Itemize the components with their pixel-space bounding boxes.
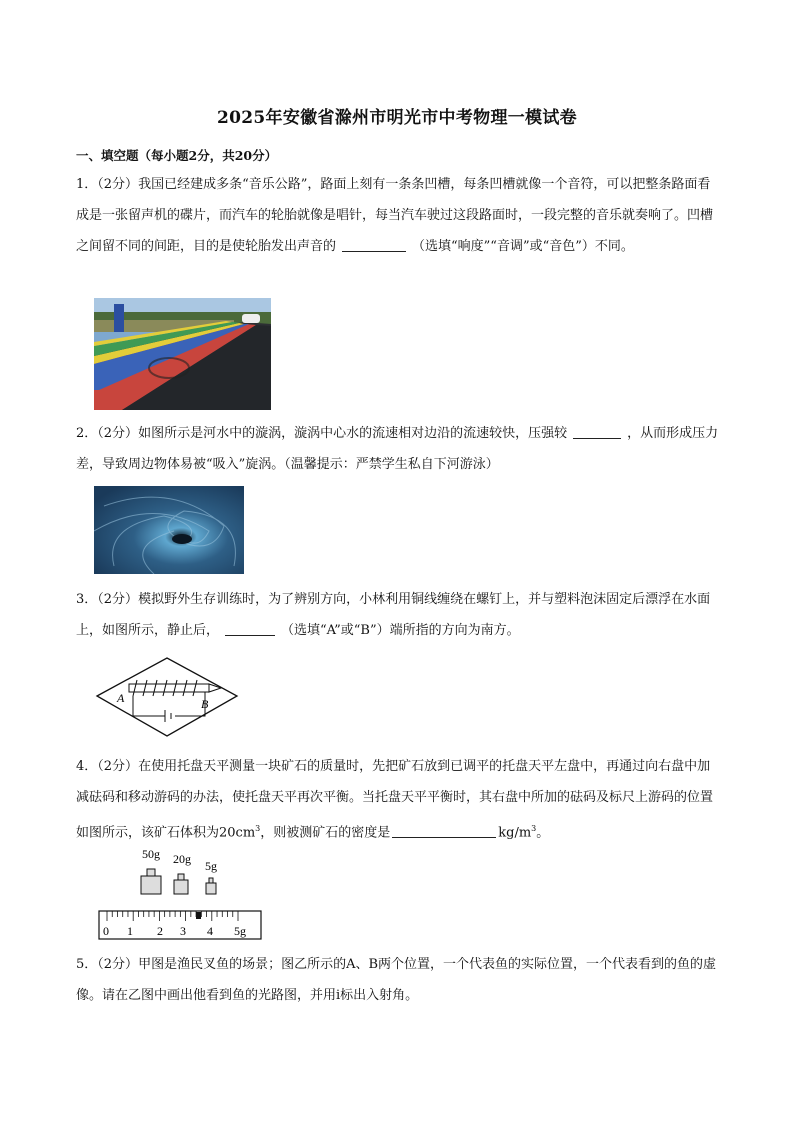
- question-number: 1．: [76, 177, 98, 192]
- question-text: ，从而形成压力差，导致周边物体易被“吸入”旋涡。（温馨提示：严禁学生私自下河游泳）: [76, 426, 719, 472]
- unit: kg/m: [498, 825, 532, 841]
- ruler-label-5g: 5g: [234, 924, 246, 938]
- question-text: ，则被测矿石的密度是: [260, 825, 391, 841]
- question-score: （2分）: [97, 177, 139, 192]
- whirlpool-image: [94, 486, 244, 578]
- weight-20g-label: 20g: [173, 852, 191, 866]
- end-a-label: A: [117, 691, 125, 705]
- question-text: 我国已经建成多条“音乐公路”，路面上刻有一条条凹槽，每条凹槽就像一个音符，可以把整条路面看成是一张留声机的碟片，而汽车的轮胎就像是唱针，每当汽车驶过这段路面时，一段完整的音乐就奏响了。凹槽之间留不同的间距，目的是使轮胎发出声音的: [76, 177, 714, 254]
- question-3: [76, 584, 720, 646]
- question-text: 模拟野外生存训练时，为了辨别方向，小林利用铜线缠绕在螺钉上，并与塑料泡沫固定后漂浮在水面上，如图所示，静止后，: [76, 592, 711, 638]
- question-number: 3．: [76, 592, 98, 607]
- music-road-image: [94, 298, 271, 414]
- superscript: 3: [255, 824, 261, 833]
- weight-5g-label: 5g: [205, 859, 217, 873]
- question-number: 2．: [76, 426, 98, 441]
- ruler-label-0: 0: [103, 924, 109, 938]
- question-score: （2分）: [97, 957, 139, 972]
- question-5: [76, 949, 720, 1011]
- question-score: （2分）: [97, 592, 139, 607]
- ruler-label-1: 1: [127, 924, 133, 938]
- answer-blank[interactable]: [225, 621, 275, 636]
- question-4: 4．（2分）在使用托盘天平测量一块矿石的质量时，先把矿石放到已调平的托盘天平左盘中，再通过向右盘中加减砝码和移动游码的办法，使托盘天平再次平衡。当托盘天平平衡时，其右盘中所加的砝码及标尺上游码的位置如图所示，该矿石体积为$20cm^3$，则被测矿石的密度是 $kg/m^3$。: [76, 759, 714, 841]
- compass-float-diagram: [95, 656, 239, 742]
- question-text: 如图所示是河水中的漩涡，漩涡中心水的流速相对边沿的流速较快，压强较: [138, 426, 568, 441]
- question-text: 甲图是渔民叉鱼的场景；图乙所示的A、B两个位置，一个代表鱼的实际位置，一个代表看到的鱼的虚像。请在乙图中画出他看到鱼的光路图，并用i标出入射角。: [76, 957, 717, 1003]
- weight-50g-label: 50g: [142, 847, 160, 861]
- question-text: （选填“A”或“B”）端所指的方向为南方。: [281, 623, 520, 638]
- question-1: [76, 169, 720, 262]
- section-heading: 一、填空题（每小题2分，共20分）: [76, 148, 278, 163]
- ruler-label-3: 3: [180, 924, 186, 938]
- answer-blank[interactable]: [342, 237, 406, 252]
- question-number: 4．: [76, 759, 98, 774]
- balance-weights-diagram: [97, 845, 265, 947]
- question-text: 在使用托盘天平测量一块矿石的质量时，先把矿石放到已调平的托盘天平左盘中，再通过向右盘中加减砝码和移动游码的办法，使托盘天平再次平衡。当托盘天平平衡时，其右盘中所加的砝码及标尺上游码的位置如图所示，该矿石体积为20cm: [76, 759, 714, 841]
- question-text: （选填“响度”“音调”或“音色”）不同。: [412, 239, 634, 254]
- question-number: 5．: [76, 957, 98, 972]
- answer-blank[interactable]: [392, 823, 496, 838]
- rider-marker: [196, 912, 201, 919]
- page-title: 2025年安徽省滁州市明光市中考物理一模试卷: [217, 108, 577, 128]
- question-score: （2分）: [97, 759, 139, 774]
- superscript: 3: [531, 824, 537, 833]
- ruler-label-2: 2: [157, 924, 163, 938]
- answer-blank[interactable]: [573, 424, 621, 439]
- ruler-label-4: 4: [207, 924, 213, 938]
- question-score: （2分）: [97, 426, 139, 441]
- end-b-label: B: [201, 697, 209, 711]
- question-2: [76, 418, 720, 480]
